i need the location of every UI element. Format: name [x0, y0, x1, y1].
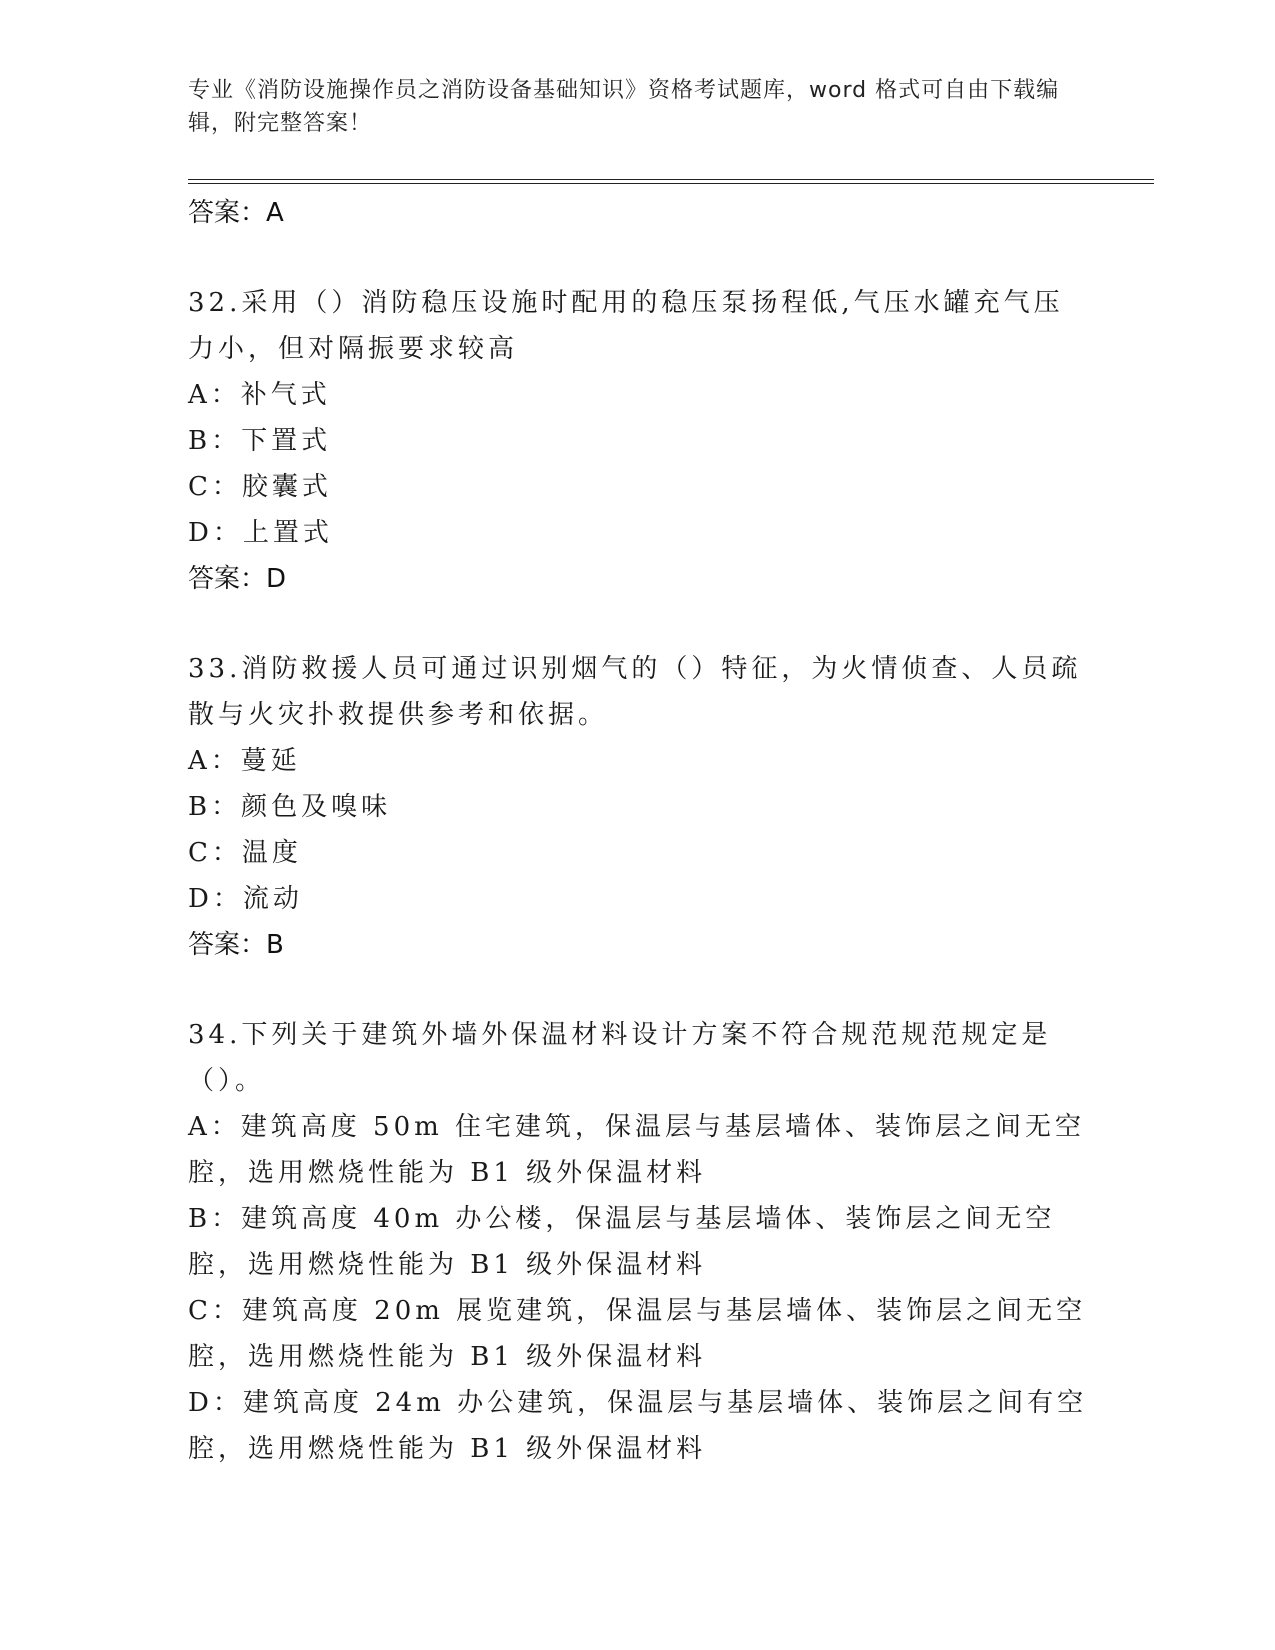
header-divider [188, 179, 1154, 184]
option-a: A：蔓延 [188, 746, 301, 776]
option-c: C：建筑高度 20m 展览建筑，保温层与基层墙体、装饰层之间无空腔，选用燃烧性能为 B1 级外保温材料 [188, 1296, 1087, 1372]
option-b: B：下置式 [188, 426, 332, 456]
question-list [188, 190, 1088, 1472]
spacer [188, 968, 1088, 1012]
option-a: A：补气式 [188, 380, 331, 410]
option-d: D：建筑高度 24m 办公建筑，保温层与基层墙体、装饰层之间有空腔，选用燃烧性能为 B1 级外保温材料 [188, 1388, 1088, 1464]
option-d: D：上置式 [188, 518, 333, 548]
option-c: C：温度 [188, 838, 302, 868]
question-34 [188, 1012, 1088, 1472]
option-c: C：胶囊式 [188, 472, 332, 502]
question-stem: 32.采用（）消防稳压设施时配用的稳压泵扬程低,气压水罐充气压力小，但对隔振要求较高 [188, 288, 1064, 364]
option-b: B：颜色及嗅味 [188, 792, 392, 822]
option-a: A：建筑高度 50m 住宅建筑，保温层与基层墙体、装饰层之间无空腔，选用燃烧性能为 B1 级外保温材料 [188, 1112, 1086, 1188]
question-32 [188, 280, 1088, 602]
page-header: 专业《消防设施操作员之消防设备基础知识》资格考试题库，word 格式可自由下载编辑，附完整答案！ [188, 78, 1060, 136]
question-stem: 34.下列关于建筑外墙外保温材料设计方案不符合规范规范规定是（）。 [188, 1020, 1052, 1096]
question-33 [188, 646, 1088, 968]
question-stem: 33.消防救援人员可通过识别烟气的（）特征，为火情侦查、人员疏散与火灾扑救提供参考和依据。 [188, 654, 1082, 730]
question-answer: 答案：D [188, 564, 287, 594]
previous-answer: 答案：A [188, 198, 284, 228]
spacer [188, 602, 1088, 646]
option-b: B：建筑高度 40m 办公楼，保温层与基层墙体、装饰层之间无空腔，选用燃烧性能为 B1 级外保温材料 [188, 1204, 1056, 1280]
spacer [188, 236, 1088, 280]
question-answer: 答案：B [188, 930, 284, 960]
option-d: D：流动 [188, 884, 303, 914]
